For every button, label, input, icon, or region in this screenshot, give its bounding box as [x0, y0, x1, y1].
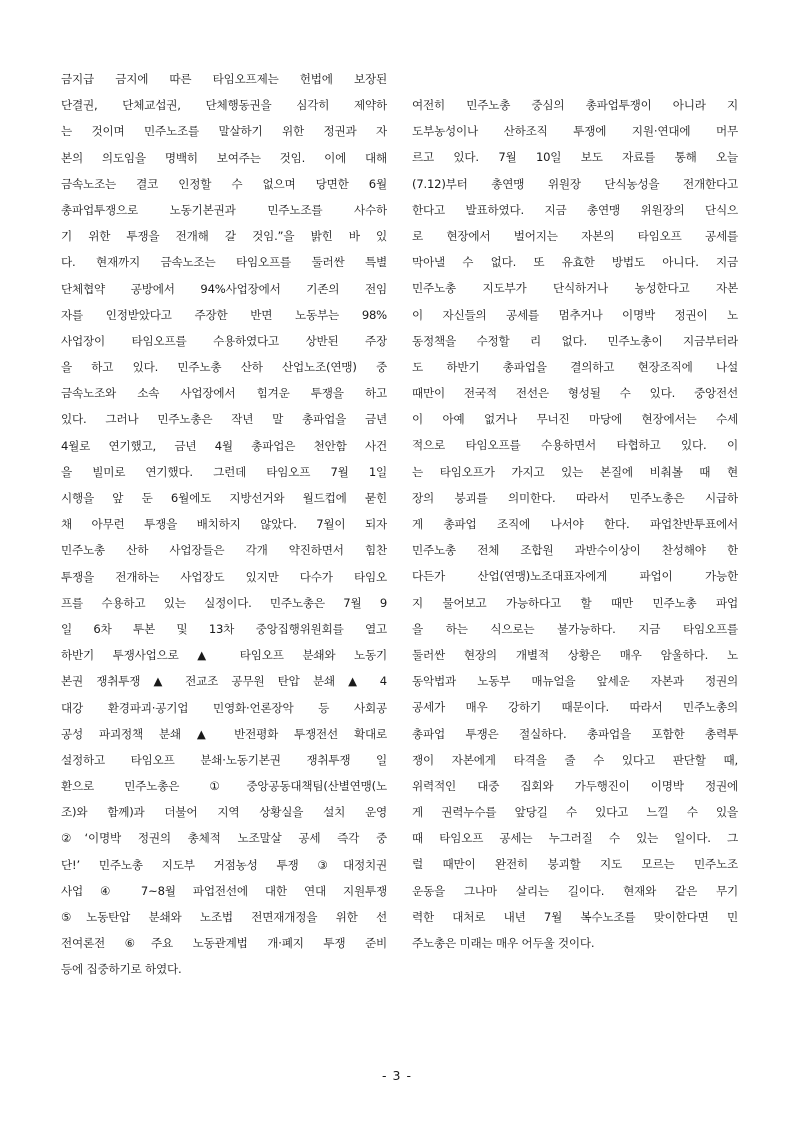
text-line: 하반기 투쟁사업으로 ▲ 타임오프 분쇄와 노동기 [61, 648, 387, 663]
text-line: 일 6차 투본 및 13차 중앙집행위원회를 열고 [61, 621, 387, 636]
right-text-column [412, 92, 738, 956]
text-line: 둘러싼 현장의 개별적 상황은 매우 암울하다. 노 [412, 647, 738, 662]
text-line: 한다고 발표하였다. 지금 총연맹 위원장의 단식으 [412, 202, 738, 217]
text-line: 을 빌미로 연기했다. 그런데 타임오프 7월 1일 [61, 464, 387, 479]
text-line: 때만이 전국적 전선은 형성될 수 있다. 중앙전선 [412, 386, 738, 401]
text-line: 단!’ 민주노총 지도부 거점농성 투쟁 ③대정치권 [61, 857, 387, 872]
text-line: 는 것이며 민주노조를 말살하기 위한 정권과 자 [61, 124, 387, 139]
text-line: 민주노총 지도부가 단식하거나 농성한다고 자본 [412, 281, 738, 296]
text-line: 프를 수용하고 있는 실정이다. 민주노총은 7월 9 [61, 595, 387, 610]
text-line: 동악법과 노동부 매뉴얼을 앞세운 자본과 정권의 [412, 674, 738, 689]
text-line: 지 물어보고 가능하다고 할 때만 민주노총 파업 [412, 595, 738, 610]
text-line: 게 총파업 조직에 나서야 한다. 파업찬반투표에서 [412, 517, 738, 531]
text-line: 도 하반기 총파업을 결의하고 현장조직에 나설 [412, 359, 738, 374]
text-line: 본의 의도임을 명백히 보여주는 것임. 이에 대해 [61, 150, 387, 165]
text-line: 을 하는 식으로는 불가능하다. 지금 타임오프를 [412, 621, 738, 636]
text-line: 설정하고 타임오프 분쇄·노동기본권 쟁취투쟁 일 [61, 752, 387, 767]
text-line: 다. 현재까지 금속노조는 타임오프를 둘러싼 특별 [61, 255, 387, 270]
text-line: 도부농성이나 산하조직 투쟁에 지원·연대에 머무 [412, 124, 738, 139]
text-line: 로 현장에서 벌어지는 자본의 타임오프 공세를 [412, 228, 738, 243]
text-line: 사업 ④ 7~8월 파업전선에 대한 연대 지원투쟁 [61, 883, 387, 898]
text-line: 여전히 민주노총 중심의 총파업투쟁이 아니라 지 [412, 98, 738, 112]
text-line: (7.12)부터 총연맹 위원장 단식농성을 전개한다고 [412, 176, 738, 191]
text-line: 다든가 산업(연맹)노조대표자에게 파업이 가능한 [412, 569, 738, 584]
text-line: 민주노총 전체 조합원 과반수이상이 찬성해야 한 [412, 543, 738, 558]
text-line: 금속노조와 소속 사업장에서 힘겨운 투쟁을 하고 [61, 386, 387, 401]
text-line: 금지급 금지에 따른 타임오프제는 헌법에 보장된 [61, 72, 387, 86]
text-line: 는 타임오프가 가지고 있는 본질에 비춰볼 때 현 [412, 464, 738, 479]
text-line: 위력적인 대중 집회와 가두행진이 이명박 정권에 [412, 778, 738, 793]
text-line: 투쟁을 전개하는 사업장도 있지만 다수가 타임오 [61, 569, 387, 584]
text-line: 때 타임오프 공세는 누그러질 수 있는 일이다. 그 [412, 831, 738, 846]
text-line: 력한 대처로 내년 7월 복수노조를 맞이한다면 민 [412, 909, 738, 924]
text-line: 시행을 앞 둔 6월에도 지방선거와 월드컵에 묻힌 [61, 491, 387, 505]
text-line: 럴 때만이 완전히 붕괴할 지도 모르는 민주노조 [412, 857, 738, 872]
text-line: 단체협약 공방에서 94%사업장에서 기존의 전임 [61, 281, 387, 296]
text-line: 게 권력누수를 앞당길 수 있다고 느낄 수 있을 [412, 805, 738, 820]
text-line: 장의 붕괴를 의미한다. 따라서 민주노총은 시급하 [412, 490, 738, 505]
text-line: 등에 집중하기로 하였다. [61, 962, 182, 977]
text-line: 을 하고 있다. 민주노총 산하 산업노조(연맹) 중 [61, 360, 387, 375]
text-line: 4월로 연기했고, 금년 4월 총파업은 천안함 사건 [61, 438, 387, 453]
page-number: - 3 - [382, 1068, 412, 1083]
text-line: 기 위한 투쟁을 전개해 갈 것임.”을 밝힌 바 있 [61, 229, 387, 244]
text-line: 총파업 투쟁은 절실하다. 총파업을 포함한 총력투 [412, 726, 738, 741]
text-line: 환으로 민주노총은 ①중앙공동대책팀(산별연맹(노 [61, 779, 387, 794]
text-line: 본권 쟁취투쟁 ▲ 전교조 공무원 탄압 분쇄 ▲ 4 [61, 674, 387, 689]
text-line: 금속노조는 결코 인정할 수 없으며 당면한 6월 [61, 176, 387, 191]
text-line: 주노총은 미래는 매우 어두울 것이다. [412, 936, 595, 950]
left-text-column [61, 66, 387, 983]
text-line: ⑤노동탄압 분쇄와 노조법 전면재개정을 위한 선 [61, 910, 387, 924]
text-line: 적으로 타임오프를 수용하면서 타협하고 있다. 이 [412, 438, 738, 453]
text-line: 이 자신들의 공세를 멈추거나 이명박 정권이 노 [412, 307, 738, 322]
text-line: 조)와 함께)과 더불어 지역 상황실을 설치 운영 [61, 805, 387, 820]
text-line: 동정책을 수정할 리 없다. 민주노총이 지금부터라 [412, 333, 738, 348]
text-line: 있다. 그러나 민주노총은 작년 말 총파업을 금년 [61, 412, 387, 427]
text-line: 르고 있다. 7월 10일 보도 자료를 통해 오늘 [412, 150, 738, 165]
text-line: ②‘이명박 정권의 총체적 노조말살 공세 즉각 중 [61, 831, 387, 846]
text-line: 운동을 그나마 살리는 길이다. 현재와 같은 무기 [412, 883, 738, 898]
text-line: 전여론전 ⑥주요 노동관계법 개·폐지 투쟁 준비 [61, 936, 387, 951]
text-line: 사업장이 타임오프를 수용하였다고 상반된 주장 [61, 333, 387, 348]
text-line: 단결권, 단체교섭권, 단체행동권을 심각히 제약하 [61, 98, 387, 113]
text-line: 채 아무런 투쟁을 배치하지 않았다. 7월이 되자 [61, 517, 387, 532]
text-line: 총파업투쟁으로 노동기본권과 민주노조를 사수하 [61, 202, 387, 217]
text-line: 막아낼 수 없다. 또 유효한 방법도 아니다. 지금 [412, 255, 738, 270]
text-line: 대강 환경파괴·공기업 민영화·언론장악 등 사회공 [61, 700, 387, 715]
text-line: 이 아예 없거나 무너진 마당에 현장에서는 수세 [412, 412, 738, 427]
text-line: 자를 인정받았다고 주장한 반면 노동부는 98% [61, 307, 387, 322]
text-line: 공세가 매우 강하기 때문이다. 따라서 민주노총의 [412, 700, 738, 715]
text-line: 쟁이 자본에게 타격을 줄 수 있다고 판단할 때, [412, 752, 738, 767]
text-line: 민주노총 산하 사업장들은 각개 약진하면서 힘찬 [61, 543, 387, 558]
text-line: 공성 파괴정책 분쇄 ▲ 반전평화 투쟁전선 확대로 [61, 726, 387, 741]
